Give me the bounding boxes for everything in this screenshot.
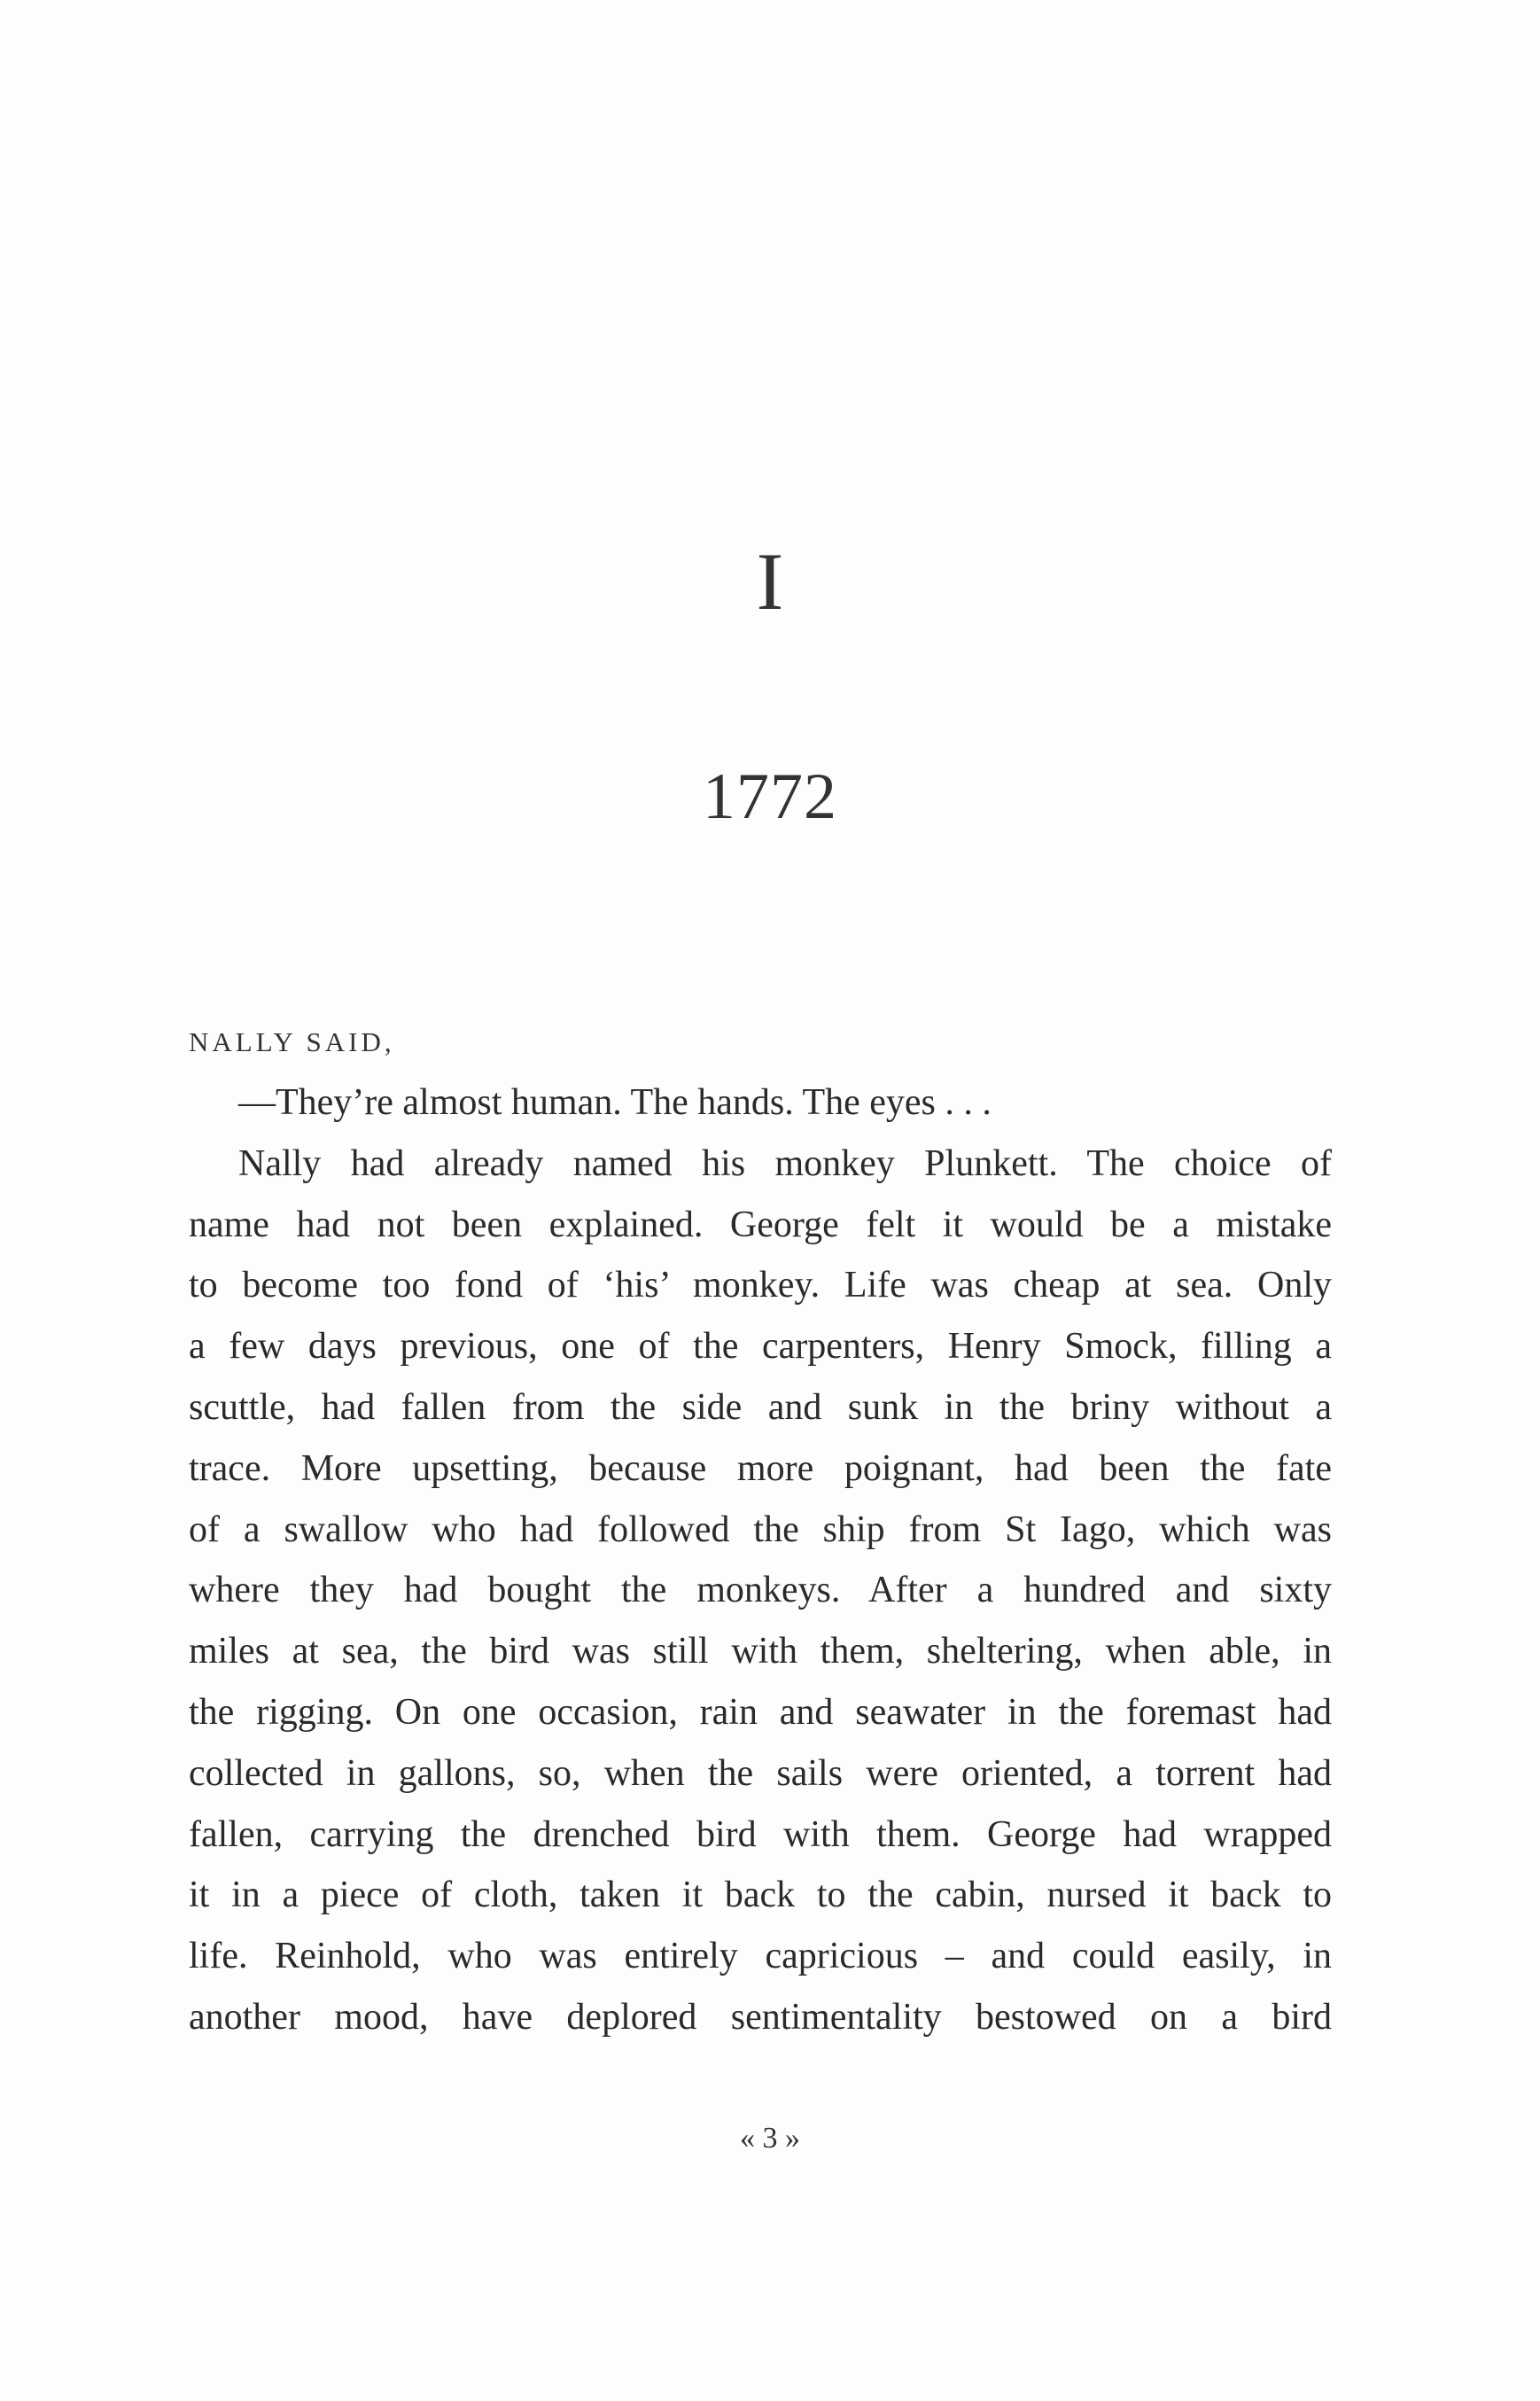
text-line-2: Nally had already named his monkey Plunkett. The choice of [238,1142,1332,1184]
text-line-7: trace. More upsetting, because more poignant, had been the fate [189,1447,1332,1489]
text-line-12: collected in gallons, so, when the sails were oriented, a torrent had [189,1752,1332,1794]
page-number: « 3 » [740,2122,800,2155]
text-line-8: of a swallow who had followed the ship from St Iago, which was [189,1508,1332,1550]
text-line-10: miles at sea, the bird was still with them, sheltering, when able, in [189,1631,1332,1672]
opening-small-caps: NALLY SAID, [189,1026,395,1057]
text-line-11: the rigging. On one occasion, rain and seawater in the foremast had [189,1691,1332,1733]
part-numeral: I [756,536,784,627]
body-text [189,1012,1332,2048]
text-line-16: another mood, have deplored sentimentality bestowed on a bird [189,1996,1332,2038]
chapter-title: 1772 [703,760,837,833]
text-line-15: life. Reinhold, who was entirely capricious – and could easily, in [189,1936,1332,1977]
text-line-4: to become too fond of ‘his’ monkey. Life was cheap at sea. Only [189,1265,1332,1306]
text-line-9: where they had bought the monkeys. After a hundred and sixty [189,1570,1332,1611]
text-line-13: fallen, carrying the drenched bird with them. George had wrapped [189,1813,1332,1855]
text-line-1: —They’re almost human. The hands. The eyes . . . [238,1082,992,1123]
text-line-5: a few days previous, one of the carpenters, Henry Smock, filling a [189,1326,1332,1368]
text-line-6: scuttle, had fallen from the side and sunk in the briny without a [189,1386,1332,1428]
text-line-14: it in a piece of cloth, taken it back to the cabin, nursed it back to [189,1875,1332,1916]
text-line-3: name had not been explained. George felt it would be a mistake [189,1204,1332,1245]
